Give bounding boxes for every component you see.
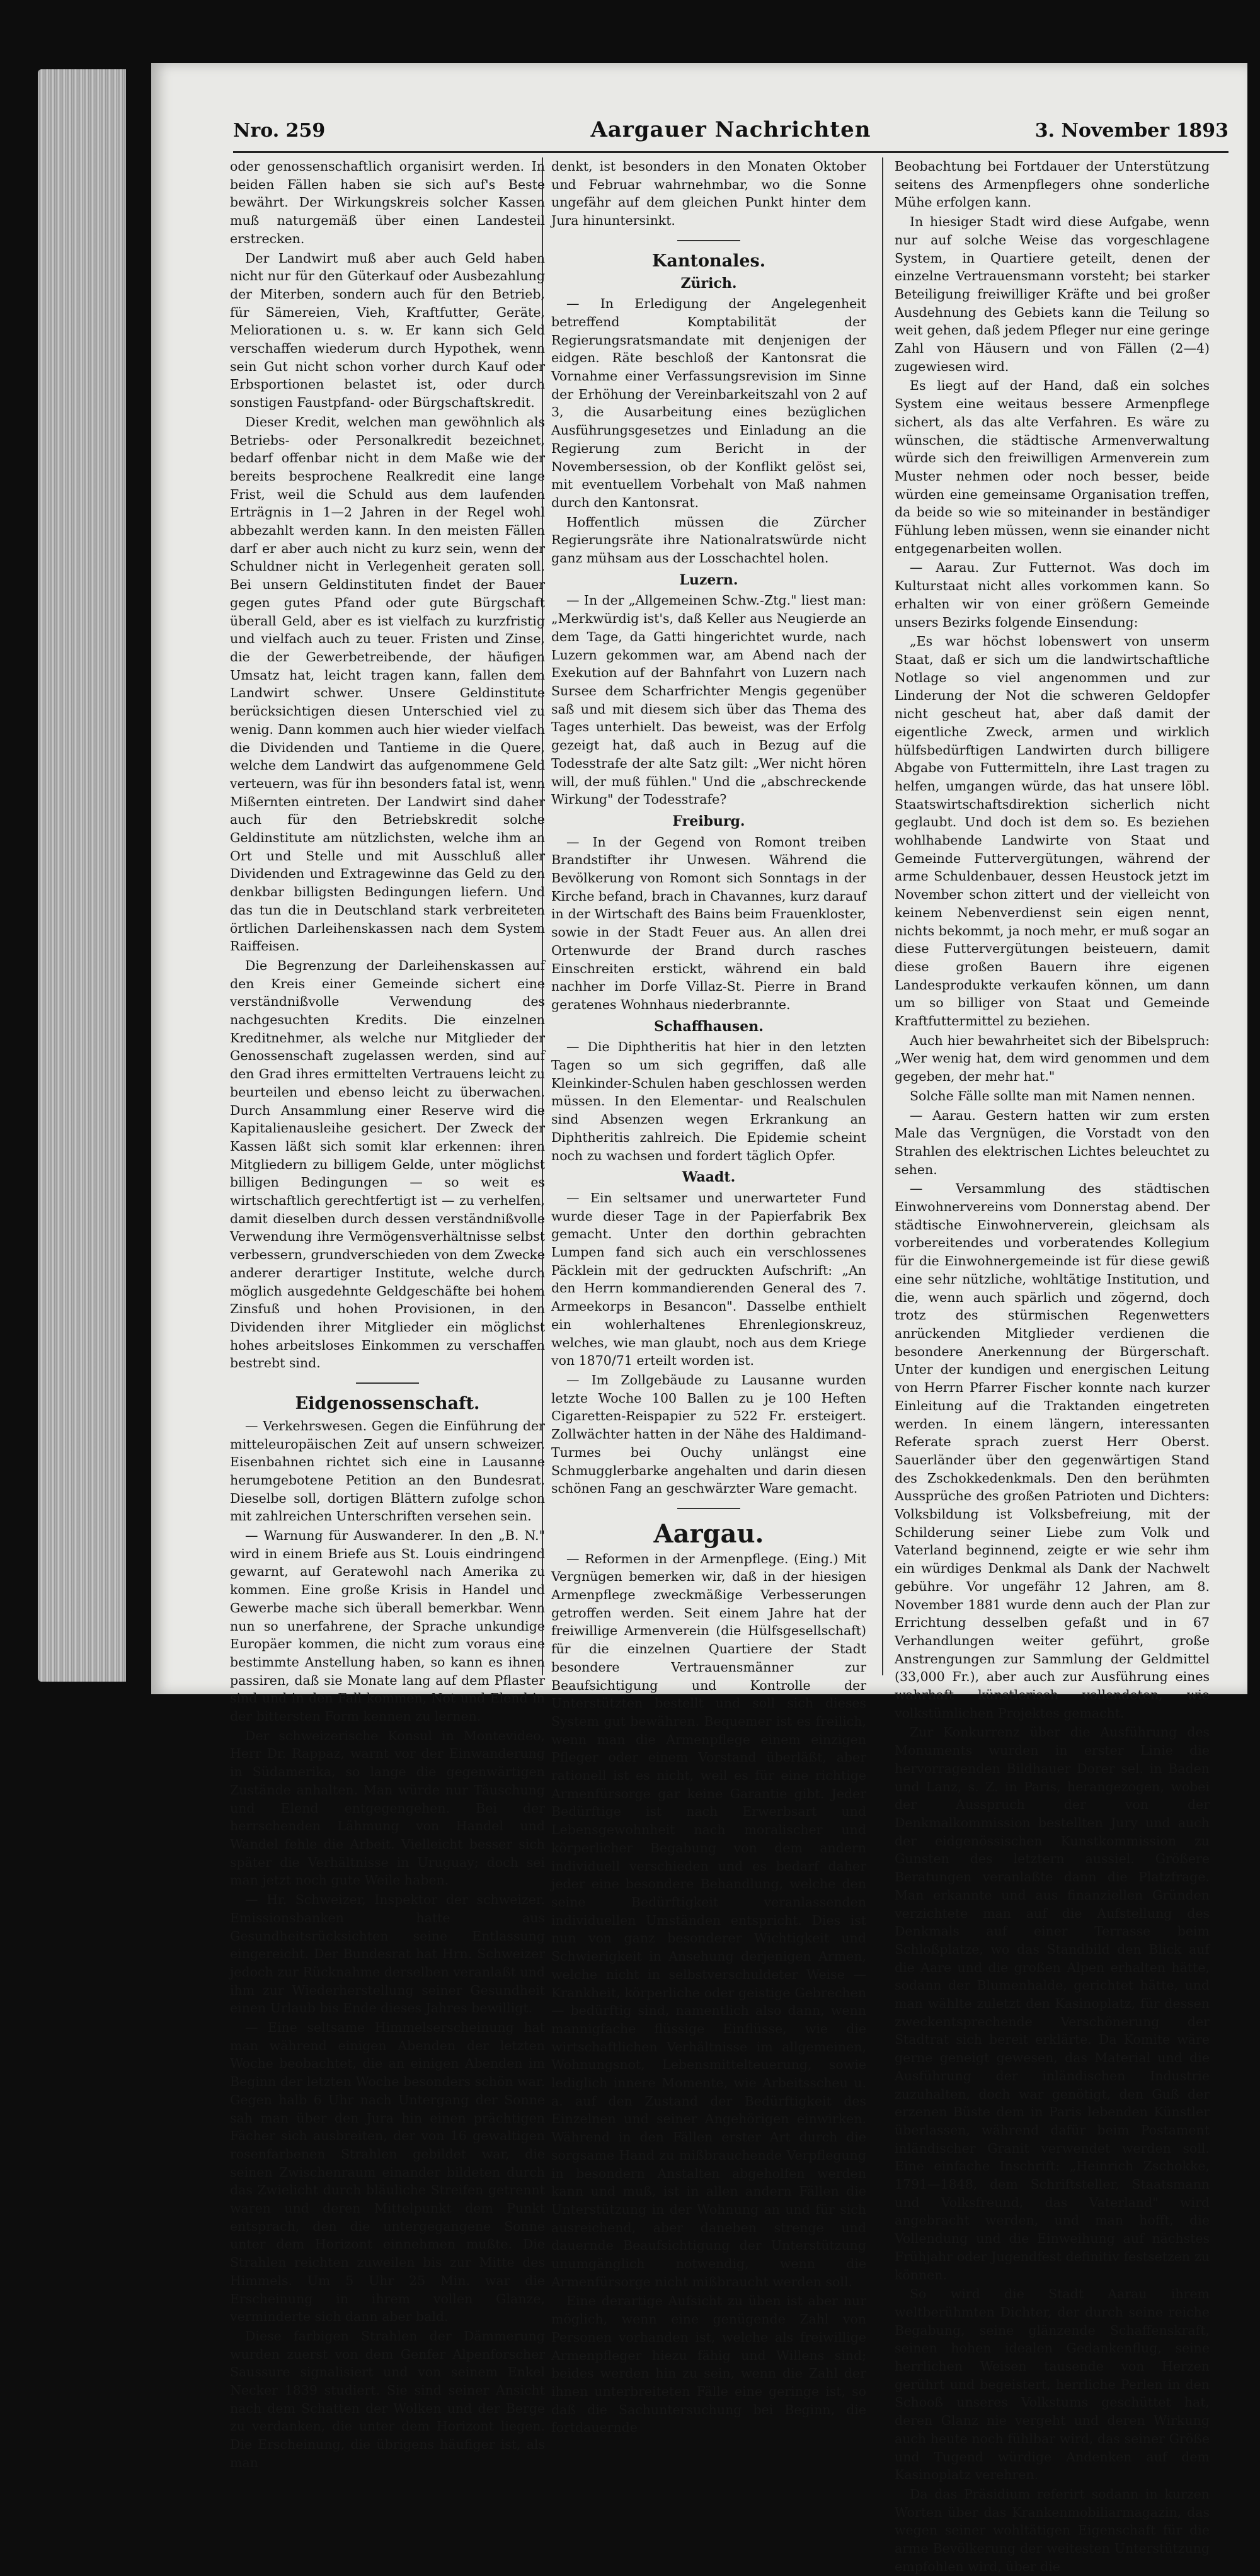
- paragraph: — Warnung für Auswanderer. In den „B. N." wird in einem Briefe aus St. Louis eindringend gewarnt, auf Geratewohl nach Amerika zu kommen. Eine große Krisis in Handel und Gewerbe mache sich überall bemerkbar. Wenn nun so unerfahrene, der Sprache unkundige Europäer kommen, die nicht zum voraus eine bestimmte Anstellung haben, so kann es ihnen passiren, daß sie Monate lang auf dem Pflaster sind und in den Fall kommen, Not und Elend in der bittersten Form kennen zu lernen.: [230, 1528, 545, 1724]
- paragraph: „Es war höchst lobenswert von unserm Staat, daß er sich um die landwirtschaftliche Notlage so viel angenommen und zur Linderung der Not die schweren Geldopfer nicht gescheut hat, aber daß damit der eigentliche Zweck, armen und wirklich hülfsbedürftigen Landwirten durch billigere Abgabe von Futtermitteln, ihre Last tragen zu helfen, umgangen würde, das hat unsere löbl. Staatswirtschaftsdirektion sicherlich nicht geglaubt. Und doch ist dem so. Es beziehen wohlhabende Landwirte von Staat und Gemeinde Futtervergütungen, während der arme Schuldenbauer, dessen Heustock jetzt im November schon zittert und der vielleicht von keinem Nebenverdienst sein eigen nennt, nichts bekommt, ja noch mehr, er muß sogar an diese Futtervergütungen beisteuern, damit diese großen Bauern ihre eigenen Landesprodukte verkaufen können, um dann um so billiger von Staat und Gemeinde Kraftfuttermittel zu beziehen.: [895, 634, 1210, 1029]
- newspaper-page: [151, 63, 1247, 2574]
- paragraph: Hoffentlich müssen die Zürcher Regierungsräte ihre Nationalratswürde nicht ganz mühsam aus der Losschachtel holen.: [551, 514, 866, 566]
- paragraph: — Eine seltsame Himmelserscheinung hat man während einigen Abenden der letzten Woche beobachtet, die an einigen Abenden im Beginn der letzten Woche besonders schön war. Gegen halb 6 Uhr nach Untergang der Sonne sah man über den Jura hin einen prächtigen Fächer sich ausbreiten, der von 16 gewaltigen rosenfarbenen Strahlen gebildet war, die seinen Zwischenraum einander bildeten durch das Zwielicht durch bläuliche Streifen getrennt waren und deren Mittelpunkt dem Punkt entsprach, den die untergegangene Sonne unter dem Horizont einnehmen mußte. Die Strahlen reichten zuweilen bis zur Mitte des Himmels. Um 5 Uhr 25 Min. war die Erscheinung in ihrem vollen Glanze, verminderte sich dann aber bald.: [230, 2020, 545, 2325]
- column-3: [895, 157, 1210, 2574]
- section-heading-aargau: Aargau.: [653, 1519, 764, 1549]
- paragraph: Zur Konkurrenz über die Ausführung des Monuments wurden in erster Linie die hervorragenden Bildhauer Dorer sel. in Baden und Lanz, s. Z. in Paris, herangezogen, wobei der Ausspruch der von der Denkmalkommission bestellten Jury und auch der eidgenössischen Kunstkommission zu Gunsten des letztern aussiel. Größere Beratungen veranlaßte dann die Platzfrage. Man erkannte und aus finanziellen Gründen verzichtete man auf die Aufstellung des Denkmals auf einer Terrasse beim Schloßplatze, wo das Standbild den Blick auf die Aare und die großen Alpen erhalten hätte, sodann der Blumenhalde, gerichtet hätte, und man wählte zuletzt den Kasinoplatz, für dessen zweckentsprechende Verschönerung der Stadtrat sich bereit erklärte. Da Komite wäre gerne geneigt gewesen, das Material und die Ausführung der inländischen Industrie zuzuhalten, doch war genötigt, den Guß der erzenen Büste dem in Paris lebenden Künstler überlassen, während dafür beim Postament inländischer Granit verwendet werden soll. Eine einfache Inschrift: „Heinrich Zschokke, 1791—1848, dem Schriftsteller, Staatsmann und Volksfreund, das Vaterland" wird angebracht werden, und man hofft, die Vollendung und die Einweihung auf nächstes Frühjahr oder Jugendfest definitiv festsetzen zu können.: [895, 1724, 1210, 2282]
- paragraph: — Aarau. Gestern hatten wir zum ersten Male das Vergnügen, die Vorstadt von den Strahlen des elektrischen Lichtes beleuchtet zu sehen.: [895, 1107, 1210, 1177]
- paragraph: In hiesiger Stadt wird diese Aufgabe, wenn nur auf solche Weise das vorgeschlagene System, in Quartiere geteilt, denen der einzelne Vertrauensmann vorsteht; bei starker Beteiligung freiwilliger Kräfte und bei großer Ausdehnung des Gebiets kann die Teilung so weit gehen, daß jedem Pfleger nur eine geringe Zahl von Häusern und von Fällen (2—4) zugewiesen wird.: [895, 214, 1210, 374]
- subheading-luzern: Luzern.: [679, 571, 738, 588]
- paragraph: Der schweizerische Konsul in Montevideo, Herr Dr. Rappaz, warnt vor der Einwanderung in Südamerika, so lange die gegenwärtigen Zustände anhalten. Man würde nur Täuschung und Elend entgegengehen. Bei der herrschenden Lähmung von Handel und Wandel fehle die Arbeit. Vielleicht besser sich später die Verhältnisse in Uruguay; doch sei man jetzt noch gute Weile haben.: [230, 1728, 545, 1888]
- section-divider: [677, 1508, 740, 1509]
- paragraph: Dieser Kredit, welchen man gewöhnlich als Betriebs- oder Personalkredit bezeichnet, bedarf offenbar nicht in dem Maße wie der bereits besprochene Realkredit eine lange Frist, weil die Schuld aus dem laufenden Erträgnis in 1—2 Jahren in der Regel wohl abbezahlt werden kann. In den meisten Fällen darf er aber auch nicht zu kurz sein, wenn der Schuldner nicht in Verlegenheit geraten soll. Bei unsern Geldinstituten findet der Bauer gegen gutes Pfand oder gute Bürgschaft überall Geld, aber es ist vielfach zu kurzfristig und vielfach auch zu teuer. Fristen und Zinse, die der Gewerbetreibende, der häufigen Umsatz hat, leicht tragen kann, fallen dem Landwirt schwer. Unsere Geldinstitute berücksichtigen diesen Unterschied viel zu wenig. Dann kommen auch hier wieder vielfach die Dividenden und Tantieme in die Quere, welche dem Landwirt das aufgenommene Geld verteuern, was für ihn besonders fatal ist, wenn Mißernten eintreten. Der Landwirt sind daher auch für den Betriebskredit solche Geldinstitute am nützlichsten, welche ihm an Ort und Stelle und mit Ausschluß aller Dividenden und Extragewinne das Geld zu den denkbar billigsten Bedingungen liefern. Und das tun die in Deutschland stark verbreiteten örtlichen Darleihenskassen nach dem System Raiffeisen.: [230, 414, 545, 954]
- paragraph: Es liegt auf der Hand, daß ein solches System eine weitaus bessere Armenpflege sichert, als das alte Verfahren. Es wäre zu wünschen, die städtische Armenverwaltung würde sich den freiwilligen Armenverein zum Muster nehmen oder noch besser, beide würden eine gemeinsame Organisation treffen, da beide so wie so miteinander in beständiger Fühlung leben müssen, wenn sie einander nicht entgegenarbeiten wollen.: [895, 378, 1210, 556]
- paragraph: Die Begrenzung der Darleihenskassen auf den Kreis einer Gemeinde sichert eine verständnißvolle Verwendung des nachgesuchten Kredits. Die einzelnen Kreditnehmer, als welche nur Mitglieder der Genossenschaft zugelassen werden, sind auf den Grad ihres ermittelten Vertrauens leicht zu beurteilen und ebenso leicht zu überwachen. Durch Ansammlung einer Reserve wird die Kapitalienausleihe gesichert. Der Zweck der Kassen läßt sich somit klar erkennen: ihren Mitgliedern zu billigem Gelde, unter möglichst billigen Bedingungen — so weit es wirtschaftlich gerechtfertigt ist — zu verhelfen, damit dieselben durch dessen verständnißvolle Verwendung ihre Vermögensverhältnisse selbst verbessern, grundverschieden von dem Zwecke anderer derartiger Institute, welche durch möglich ausgedehnte Geldgeschäfte bei hohem Zinsfuß und hohen Provisionen, in den Dividenden ihrer Mitglieder ein möglichst hohes arbeitsloses Einkommen zu verschaffen bestrebt sind.: [230, 957, 545, 1371]
- paragraph: — Verkehrswesen. Gegen die Einführung der mitteleuropäischen Zeit auf unsern schweizer. Eisenbahnen richtet sich eine in Lausanne herumgebotene Petition an den Bundesrat. Dieselbe soll, dortigen Blättern zufolge schon mit zahlreichen Unterschriften versehen sein.: [230, 1418, 545, 1524]
- paragraph: Solche Fälle sollte man mit Namen nennen.: [910, 1088, 1196, 1103]
- section-heading-eidgenossenschaft: Eidgenossenschaft.: [295, 1394, 480, 1414]
- paragraph: — In Erledigung der Angelegenheit betreffend Komptabilität der Regierungsratsmandate mit denjenigen der eidgen. Räte beschloß der Kantonsrat die Vornahme einer Verfassungsrevision im Sinne der Erhöhung der Vereinbarkeitszahl von 2 auf 3, die Ausarbeitung eines bezüglichen Ausführungsgesetzes und Einladung an die Regierung zum Bericht in der Novembersession, ob der Konflikt gelöst sei, mit eventuellem Vorbehalt von Maß nahmen durch den Kantonsrat.: [551, 296, 866, 510]
- paragraph: oder genossenschaftlich organisirt werden. In beiden Fällen haben sie sich auf's Beste bewährt. Der Wirkungskreis solcher Kassen muß naturgemäß über einen Landesteil erstrecken.: [230, 159, 545, 246]
- column-1: [230, 157, 545, 2470]
- paragraph: — Ein seltsamer und unerwarteter Fund wurde dieser Tage in der Papierfabrik Bex gemacht. Unter den dorthin gebrachten Lumpen fand sich auch ein verschlossenes Päcklein mit der gedruckten Aufschrift: „An den Herrn kommandierenden General des 7. Armeekorps in Besancon". Dasselbe enthielt ein wohlerhaltenes Ehrenlegionskreuz, welches, wie man glaubt, noch aus dem Kriege von 1870/71 erteilt worden ist.: [551, 1190, 866, 1369]
- issue-number: Nro. 259: [233, 120, 326, 142]
- paragraph: Eine derartige Aufsicht zu üben ist aber nur möglich, wenn eine genügende Zahl von Personen vorhanden ist, welche als freiwillige Armenpfleger hiezu fähig und Willens sind; beides werden hin zu sein, wenn die Zahl der ihnen unterbreiteten Fälle eine geringe ist, so daß die Sachuntersuchung bei Beginn, die fortdauernde: [551, 2293, 866, 2436]
- newspaper-title: Aargauer Nachrichten: [590, 117, 871, 142]
- paragraph: — Aarau. Zur Futternot. Was doch im Kulturstaat nicht alles vorkommen kann. So erhalten wir von einer größern Gemeinde unsers Bezirks folgende Einsendung:: [895, 560, 1210, 630]
- subheading-schaffhausen: Schaffhausen.: [654, 1018, 764, 1035]
- section-divider: [677, 240, 740, 241]
- book-page-edges: [38, 69, 126, 1682]
- paragraph: denkt, ist besonders in den Monaten Oktober und Februar wahrnehmbar, wo die Sonne ungefähr auf dem gleichen Punkt hinter dem Jura hinuntersinkt.: [551, 159, 866, 229]
- column-2: [551, 157, 866, 2436]
- paragraph: — Im Zollgebäude zu Lausanne wurden letzte Woche 100 Ballen zu je 100 Heften Cigaretten-Reispapier zu 522 Fr. ersteigert. Zollwächter hatten in der Nähe des Haldimand-Turmes bei Ouchy unlängst eine Schmugglerbarke angehalten und darin diesen schönen Fang an geschwärzter Ware gemacht.: [551, 1372, 866, 1496]
- paragraph: Da das Präsidium referirt sodann in kurzen Worten über das Krankenmobiliarmagazin, das wegen seiner wohltätigen Eigenschaft für die arme Bevölkerung der weitesten Unterstützung empfohlen wird, über die: [895, 2487, 1210, 2574]
- column-rule: [882, 157, 883, 1675]
- paragraph: Der Landwirt muß aber auch Geld haben nicht nur für den Güterkauf oder Ausbezahlung der Miterben, sondern auch für den Betrieb, für Sämereien, Vieh, Kraftfutter, Geräte, Meliorationen u. s. w. Er kann sich Geld verschaffen wiederum durch Hypothek, wenn sein Gut nicht schon vorher durch Kauf oder Erbsportionen belastet ist, oder durch sonstigen Faustpfand- oder Bürgschaftskredit.: [230, 250, 545, 411]
- paragraph: So wird die Stadt Aarau ihrem weltberühmten Dichter, der durch seine reiche Begabung, seine glänzende Schaffenskraft, seinen hohen idealen Gedankenflug, seine herrlichen Weisen tausende von Herzen gerührt und begeistert, herrliche Perlen in den Schooß unseres Volkstums geschüttet hat, deren Glanz nie vergeht und deren Wirkung auch heute noch fühlbar wird, das seiner Größe und Tugend würdige Andenken auf dem Kasinoplatz verehren.: [895, 2286, 1210, 2483]
- paragraph: Diese farbigen Strahlen der Dämmerung wurden zuerst von dem Genfer Alpenforscher Saussure signalisiert und von seinem Enkel Necker 1839 studiert. Sie sind seiner Ansicht nach dem Schatten der Wolken und der Berge zu verdanken, die unter dem Horizont liegen. Die Erscheinung, die übrigens häufiger ist, als man: [230, 2328, 545, 2470]
- subheading-zurich: Zürich.: [680, 275, 737, 292]
- paragraph: — In der „Allgemeinen Schw.-Ztg." liest man: „Merkwürdig ist's, daß Keller aus Neugierde an dem Tage, da Gatti hingerichtet wurde, nach Luzern gekommen war, am Abend nach der Exekution auf der Bahnfahrt von Luzern nach Sursee dem Scharfrichter Mengis gegenüber saß und mit diesem sich über das Thema des Tages unterhielt. Das beweist, was der Erfolg gezeigt hat, daß auch in Bezug auf die Todesstrafe der alte Satz gilt: „Wer nicht hören will, der muß fühlen." Und die „abschreckende Wirkung" der Todesstrafe?: [551, 593, 866, 807]
- subheading-freiburg: Freiburg.: [672, 812, 745, 829]
- paragraph: — Reformen in der Armenpflege. (Eing.) Mit Vergnügen bemerken wir, daß in der hiesigen Armenpflege zweckmäßige Verbesserungen getroffen werden. Seit einem Jahre hat der freiwillige Armenverein (die Hülfsgesellschaft) für die einzelnen Quartiere der Stadt besondere Vertrauensmänner zur Beaufsichtigung und Kontrolle der Unterstützten bestellt und soll sich dieses System gut bewähren. Bequemer ist es freilich, wenn man die Armenpflege einem einzigen Pfleger oder einem Vorstand überläßt, aber rationell ist es nicht, weil es für eine richtige Armenfürsorge gar keine Garantie gibt. Jeder Bedürftige ist nach Erwerbsart und Lebensgewohnheit nach moralischer und körperlicher Begabung von dem andern individuell verschieden und es bedarf daher jeder eine besondere Behandlung, welche den seine Bedürftigkeit veranlassenden individuellen Umständen entspricht. Dies ist nun von ganz besonderer Wichtigkeit und Schwierigkeit in Ansehung derjenigen Armen, welche nicht in selbstverschuldeter Weise — Krankheit, körperliche oder geistige Gebrechen — bedürftig sind, namentlich also dann, wenn mannigfache flüssige Einflüsse, wie die wirtschaftlichen Verhältnisse im allgemeinen, Wohnungsnot, Lebensmittelteuerung, sowie lediglich innere Momente, wie Arbeitsscheu u. a. auf den Zustand der Bedürftigkeit des Einzelnen und seiner Angehörigen einwirken. Während in den Fällen erster Art durch die sorgsame Hand zu mißbrauchende Verpflegung in besondern Anstalten abgeholfen werden kann und muß, ist in allen andern Fällen die Unterstützung in der Wohnung an und für sich ausreichend, aber daneben strenge und dauernde Beaufsichtigung der Unterstützung unumgänglich notwendig, wenn die Armenfürsorge nicht mißbraucht werden soll.: [551, 1551, 866, 2289]
- section-heading-kantonales: Kantonales.: [651, 251, 766, 271]
- page-header: [233, 113, 1228, 153]
- subheading-waadt: Waadt.: [682, 1169, 736, 1186]
- paragraph: Auch hier bewahrheitet sich der Bibelspruch: „Wer wenig hat, dem wird genommen und dem gegeben, der mehr hat.": [895, 1032, 1210, 1085]
- section-divider: [356, 1382, 419, 1384]
- paragraph: — In der Gegend von Romont treiben Brandstifter ihr Unwesen. Während die Bevölkerung von Romont sich Sonntags in der Kirche befand, brach in Chavannes, kurz darauf in der Wirtschaft des Bains beim Frauenkloster, sowie in der Stadt Feuer aus. An allen drei Ortenwurde der Brand durch rasches Einschreiten erstickt, während ein bald nachher im Dorfe Villaz-St. Pierre in Brand geratenes Wohnhaus niederbrannte.: [551, 834, 866, 1012]
- paragraph: — Versammlung des städtischen Einwohnervereins vom Donnerstag abend. Der städtische Einwohnerverein, gleichsam als vorbereitendes und vorberatendes Kollegium für die Einwohnergemeinde ist für diese gewiß eine sehr nützliche, wohltätige Institution, und die, wenn auch spärlich und zögernd, doch trotz des stürmischen Regenwetters anrückenden Mitglieder verdienen die besondere Anerkennung der Bürgerschaft. Unter der kundigen und energischen Leitung von Herrn Pfarrer Fischer konnte nach kurzer Einleitung auf die Traktanden eingetreten werden. In einem längern, interessanten Referate sprach zuerst Herr Oberst. Sauerländer über den gegenwärtigen Stand des Zschokkedenkmals. Den den berühmten Aussprüche des großen Patrioten und Dichters: Volksbildung ist Volksbefreiung, mit der Schilderung seiner Liebe zum Volk und Vaterland beginnend, zeigte er wie sehr ihm ein würdiges Denkmal als Dank der Nachwelt gebühre. Vor ungefähr 12 Jahren, am 8. November 1881 wurde denn auch der Plan zur Errichtung desselben gefaßt und in 67 Verhandlungen weiter geführt, große Anstrengungen zur Sammlung der Geldmittel (33,000 Fr.), aber auch zur Ausführung eines wahrhaft künstlerisch vollendeten, wie volkstümlichen Projektes gemacht.: [895, 1181, 1210, 1721]
- issue-date: 3. November 1893: [1034, 120, 1228, 142]
- paragraph: Beobachtung bei Fortdauer der Unterstützung seitens des Armenpflegers ohne sonderliche Mühe erfolgen kann.: [895, 159, 1210, 210]
- paragraph: — Die Diphtheritis hat hier in den letzten Tagen so um sich gegriffen, daß alle Kleinkinder-Schulen haben geschlossen werden müssen. In den Elementar- und Realschulen sind Absenzen wegen Erkrankung an Diphtheritis zahlreich. Die Epidemie scheint noch zu wachsen und fordert täglich Opfer.: [551, 1039, 866, 1163]
- paragraph: — Hr. Schweizer, Inspektor der schweizer. Emissionsbanken hatte aus Gesundheitsrücksichten seine Entlassung eingereicht. Der Bundesrat hat Hrn. Schweizer jedoch zur Rücknahme derselben veranlaßt und ihm zur Wiederherstellung seiner Gesundheit einen Urlaub bis Ende dieses Jahres bewilligt.: [230, 1892, 545, 2016]
